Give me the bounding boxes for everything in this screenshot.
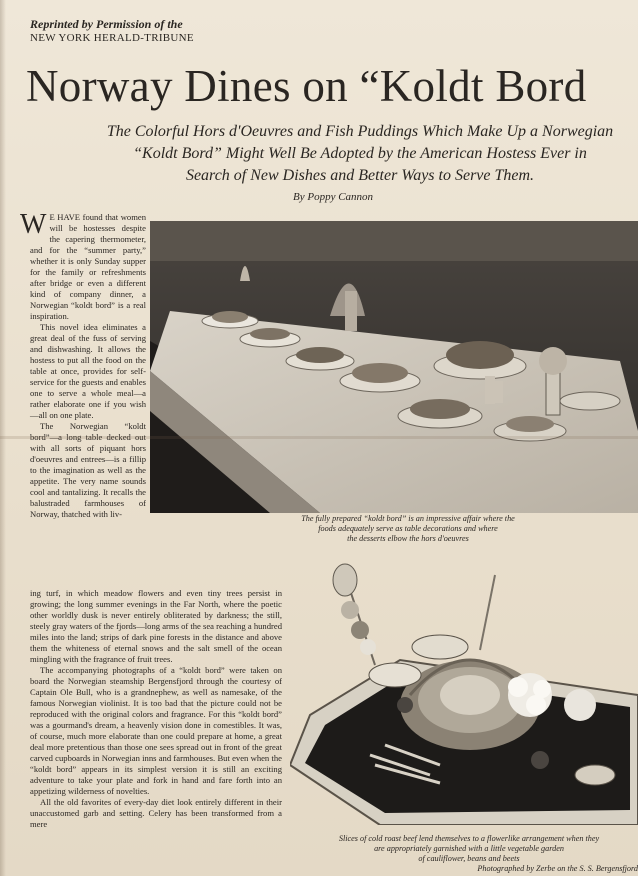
page-fold-line bbox=[0, 436, 638, 439]
photo-koldt-bord-table bbox=[150, 221, 638, 513]
dropcap: W bbox=[20, 209, 47, 240]
table-photo-graphic bbox=[150, 221, 638, 513]
article-paragraph bbox=[20, 209, 146, 322]
reprint-credit bbox=[30, 17, 194, 45]
article-paragraph: ing turf, in which meadow flowers and even tiny trees persist in growing; the long summer evenings in the Far North, where the poetic other worldly dusk is never entirely obliterated by darkness; the still, steely gray waters of the fjords—long arms of the sea reaching a hundred miles into the land; strips of dark pine forests in the distance and above them the whiteness of eternal snows and the salt smell of the ocean mingling with the fragrance of fruit trees. bbox=[30, 588, 282, 664]
subtitle-line-3: Search of New Dishes and Better Ways to Serve Them. bbox=[185, 167, 535, 184]
subtitle bbox=[40, 121, 638, 187]
photo2-caption bbox=[300, 834, 638, 874]
article-paragraph: The accompanying photographs of a “koldt bord” were taken on board the Norwegian steamship Bergensfjord through the courtesy of Captain Ole Bull, who is a grandnephew, as well as namesake, of the famous Norwegian violinist. It is too bad that the picture could not be reproduced with the original colors and fragrance. For this “koldt bord” was a gourmand's dream, a heavenly vision done in comestibles. It was, of course, much more elaborate than one could prepare at home, a great deal more pretentious than those one sees spread out in front of the great carved cupboards in Norwegian inns and farmhouses. But even when the “koldt bord” appears in its simplest version it is still an exciting adventure to take your plate and fork in hand and fare forth into an appetizing wilderness of novelties. bbox=[30, 665, 282, 796]
byline: By Poppy Cannon bbox=[293, 191, 374, 203]
caption-line: of cauliflower, beans and beets bbox=[418, 854, 520, 863]
caption-line: are appropriately garnished with a little vegetable garden bbox=[374, 844, 564, 853]
article-paragraph: The Norwegian “koldt bord”—a long table decked out with all sorts of piquant hors d'oeuvres and entrees—is a fillip to the imagination as well as the appetite. The very name sounds cool and tantalizing. It recalls the balustraded farmhouses of Norway, thatched with liv- bbox=[30, 421, 146, 519]
subtitle-line-1: The Colorful Hors d'Oeuvres and Fish Puddings Which Make Up a Norwegian bbox=[106, 123, 614, 140]
credit-line-1: Reprinted by Permission of the bbox=[30, 17, 183, 31]
headline: Norway Dines on “Koldt Bord bbox=[26, 61, 587, 111]
photo-credit: Photographed by Zerbe on the S. S. Bergensfjord bbox=[477, 864, 638, 873]
article-column-bottom bbox=[30, 588, 282, 876]
paragraph-text: E HAVE found that women will be hostesses despite the capering thermometer, and for the “summer party,” whether it is only Sunday supper for the family or refreshments after bridge or even a different kind of company dinner, a Norwegian “koldt bord” is a real inspiration. bbox=[30, 212, 146, 321]
subtitle-line-2: “Koldt Bord” Might Well Be Adopted by the American Hostess Ever in bbox=[133, 145, 587, 162]
photo1-caption bbox=[262, 514, 554, 544]
credit-line-2: NEW YORK HERALD-TRIBUNE bbox=[30, 32, 194, 44]
caption-line: Slices of cold roast beef lend themselves to a flowerlike arrangement when they bbox=[338, 834, 600, 843]
article-paragraph: This novel idea eliminates a great deal of the fuss of serving and dishwashing. It allows the hostess to put all the food on the table at once, provides for self-service for the guests and enables one to serve a whole meal—a rather elaborate one if you wish—all on one plate. bbox=[30, 322, 146, 420]
article-column-top bbox=[20, 209, 146, 587]
platter-photo-graphic bbox=[290, 555, 638, 825]
article-paragraph: All the old favorites of every-day diet look entirely different in their unaccustomed garb and setting. Celery has been transformed from a mere bbox=[30, 797, 282, 829]
photo-roast-beef-platter bbox=[290, 555, 638, 825]
caption-line: The fully prepared “koldt bord” is an impressive affair where the bbox=[301, 514, 515, 523]
caption-line: foods adequately serve as table decorations and where bbox=[318, 524, 498, 533]
caption-line: the desserts elbow the hors d'oeuvres bbox=[347, 534, 469, 543]
